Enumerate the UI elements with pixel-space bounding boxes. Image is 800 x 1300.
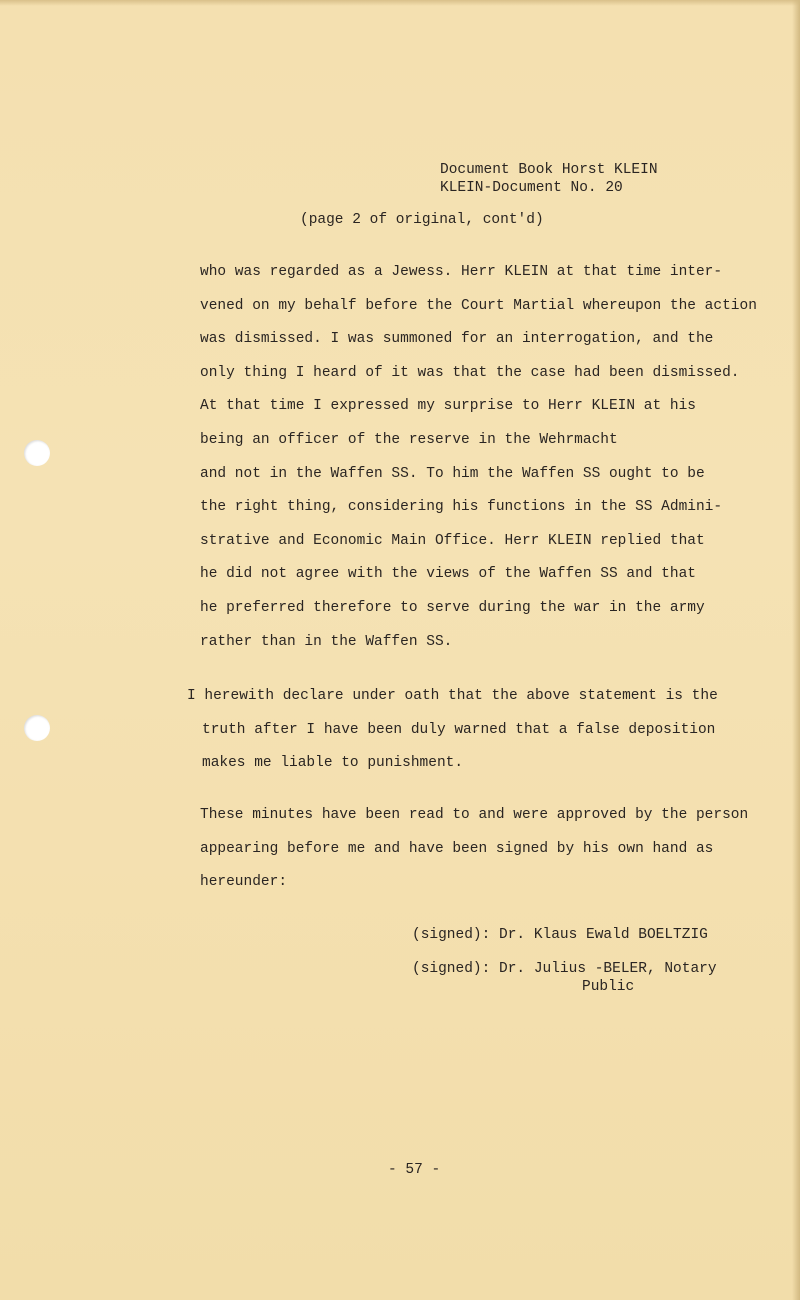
minutes-line: hereunder: [200, 874, 288, 891]
page-number: - 57 - [388, 1162, 441, 1178]
paper-edge-top [0, 0, 800, 6]
oath-line: I herewith declare under oath that the above statement is the [187, 688, 718, 704]
punch-hole-lower [24, 715, 50, 741]
signature-notary: (signed): Dr. Julius -BELER, Notary [412, 961, 717, 977]
statement-line: he preferred therefore to serve during the war in the army [200, 599, 705, 616]
signature-notary-title: Public [582, 979, 635, 995]
statement-line: strative and Economic Main Office. Herr KLEIN replied that [200, 532, 705, 549]
statement-line: only thing I heard of it was that the case had been dismissed. [200, 364, 740, 381]
statement-line: vened on my behalf before the Court Martial whereupon the action [200, 297, 757, 314]
statement-line: who was regarded as a Jewess. Herr KLEIN at that time inter- [200, 264, 723, 280]
paper-edge-right [792, 0, 800, 1300]
statement-line: he did not agree with the views of the Waffen SS and that [200, 566, 696, 583]
statement-line: was dismissed. I was summoned for an interrogation, and the [200, 331, 714, 348]
statement-line: being an officer of the reserve in the Wehrmacht [200, 431, 618, 448]
document-header [440, 160, 658, 196]
statement-line: rather than in the Waffen SS. [200, 633, 453, 650]
minutes-line: These minutes have been read to and were approved by the person [200, 807, 749, 823]
punch-hole-upper [24, 440, 50, 466]
page-continuation-note: (page 2 of original, cont'd) [300, 212, 544, 228]
oath-paragraph [187, 686, 718, 787]
document-number-line: KLEIN-Document No. 20 [440, 180, 623, 196]
statement-paragraph [200, 262, 780, 665]
oath-line: makes me liable to punishment. [202, 755, 464, 772]
document-book-line: Document Book Horst KLEIN [440, 162, 658, 178]
minutes-paragraph [200, 805, 748, 906]
minutes-line: appearing before me and have been signed by his own hand as [200, 840, 714, 857]
statement-line: and not in the Waffen SS. To him the Waffen SS ought to be [200, 465, 705, 482]
signature-boeltzig: (signed): Dr. Klaus Ewald BOELTZIG [412, 927, 708, 943]
statement-line: the right thing, considering his functions in the SS Admini- [200, 499, 723, 516]
signature-block [412, 926, 717, 996]
oath-line: truth after I have been duly warned that a false deposition [202, 721, 716, 738]
statement-line: At that time I expressed my surprise to Herr KLEIN at his [200, 398, 696, 415]
